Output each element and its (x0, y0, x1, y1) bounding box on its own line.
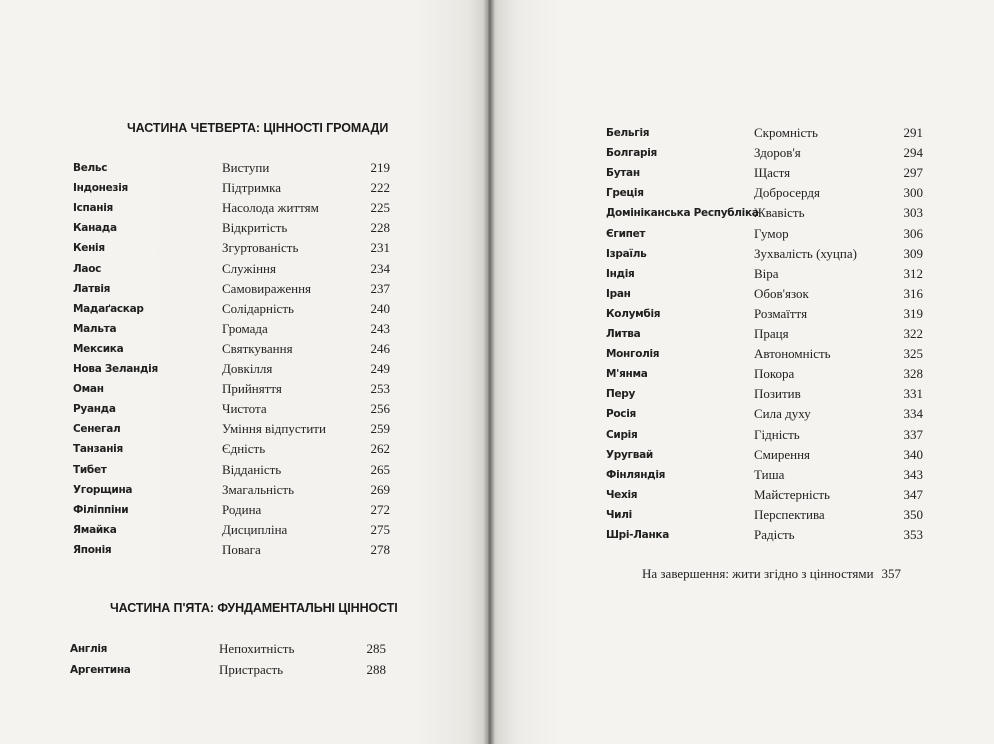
toc-country: Перу (606, 388, 636, 401)
toc-value: Тиша (754, 466, 785, 482)
toc-value: Відданість (222, 461, 282, 477)
book-spine (483, 0, 495, 744)
toc-value: Покора (754, 366, 795, 382)
toc-row (73, 281, 393, 297)
toc-country: Індонезія (73, 182, 128, 195)
toc-country: Лаос (73, 262, 102, 275)
toc-row (73, 522, 393, 538)
toc-page-number: 262 (370, 441, 390, 457)
toc-page-number: 243 (370, 320, 390, 336)
toc-row (606, 306, 926, 322)
toc-page-number: 328 (903, 366, 923, 382)
toc-country: Англія (70, 643, 108, 655)
toc-country: Єгипет (606, 227, 646, 240)
toc-page-number: 225 (370, 200, 390, 216)
toc-row (73, 401, 393, 417)
toc-row (606, 145, 926, 161)
toc-value: Щастя (754, 165, 791, 181)
toc-row (73, 160, 393, 176)
toc-row (606, 467, 926, 483)
toc-row (73, 502, 393, 518)
toc-value: Добросердя (754, 185, 820, 201)
toc-page-number: 265 (370, 461, 390, 477)
toc-country: Ямайка (73, 523, 117, 536)
toc-value: Перспектива (754, 506, 825, 522)
toc-country: Мальта (73, 322, 117, 335)
toc-value: Гідність (754, 426, 800, 442)
toc-row (73, 200, 393, 216)
toc-row (606, 165, 926, 181)
toc-page-number: 337 (903, 426, 923, 442)
toc-value: Сила духу (754, 406, 811, 422)
toc-country: Литва (606, 328, 641, 340)
conclusion-title: На завершення: жити згідно з цінностями (642, 566, 874, 581)
toc-row (606, 286, 926, 302)
toc-value: Солідарність (222, 300, 294, 316)
toc-country: Мексика (73, 342, 124, 355)
toc-page-number: 300 (903, 185, 923, 201)
toc-page-number: 322 (903, 326, 923, 341)
toc-value: Родина (222, 501, 262, 517)
toc-row (73, 220, 393, 236)
toc-value: Чистота (222, 401, 267, 417)
toc-row (606, 246, 926, 262)
toc-value: Зухвалість (хуцпа) (754, 245, 857, 261)
toc-value: Скромність (754, 125, 818, 140)
toc-country: Японія (73, 543, 112, 556)
toc-value: Виступи (222, 160, 270, 175)
toc-country: Тибет (73, 463, 107, 476)
toc-value: Уміння відпустити (222, 421, 326, 437)
toc-value: Віра (754, 265, 779, 281)
toc-country: Оман (73, 383, 104, 396)
toc-page-number: 340 (903, 446, 923, 462)
toc-page-number: 291 (903, 125, 923, 140)
conclusion-page-number: 357 (881, 566, 902, 581)
toc-page-number: 256 (370, 401, 390, 417)
toc-value: Громада (222, 320, 268, 336)
toc-country: Росія (606, 408, 636, 421)
toc-page-number: 278 (370, 541, 390, 557)
toc-country: Чилі (606, 508, 632, 521)
toc-page-number: 285 (366, 641, 386, 656)
toc-page-number: 222 (370, 180, 390, 196)
toc-page-number: 288 (366, 662, 386, 677)
toc-value: Радість (754, 527, 795, 542)
toc-country: Руанда (73, 403, 116, 416)
toc-country: Танзанія (73, 443, 123, 456)
toc-value: Довкілля (222, 361, 273, 376)
toc-value: Пристрасть (219, 662, 284, 677)
toc-row (606, 326, 926, 342)
toc-row (606, 266, 926, 282)
toc-country: Уругвай (606, 448, 653, 461)
toc-value: Прийняття (222, 381, 282, 397)
toc-row (73, 341, 393, 357)
toc-country: Аргентина (70, 664, 131, 676)
toc-page-number: 353 (903, 527, 923, 542)
conclusion-entry (642, 566, 901, 582)
toc-row (606, 386, 926, 402)
toc-page-number: 240 (370, 300, 390, 316)
toc-value: Позитив (754, 386, 801, 402)
toc-country: Канада (73, 222, 117, 235)
toc-page-number: 275 (370, 521, 390, 537)
toc-page-number: 306 (903, 225, 923, 241)
toc-row (70, 662, 390, 678)
toc-row (606, 185, 926, 201)
toc-value: Розмаїття (754, 305, 808, 321)
toc-page-number: 297 (903, 165, 923, 181)
toc-value: Відкритість (222, 220, 288, 236)
toc-row (73, 421, 393, 437)
toc-country: Чехія (606, 488, 638, 501)
toc-page-number: 249 (370, 361, 390, 376)
toc-page-number: 246 (370, 340, 390, 356)
toc-country: Домініканська Республіка (606, 207, 759, 220)
toc-country: Іран (606, 287, 631, 300)
toc-country: Колумбія (606, 307, 661, 320)
toc-value: Підтримка (222, 180, 282, 196)
toc-country: Індія (606, 267, 635, 280)
toc-page-number: 231 (370, 240, 390, 256)
toc-row (73, 301, 393, 317)
toc-page-number: 294 (903, 145, 923, 161)
toc-page-number: 253 (370, 381, 390, 397)
toc-value: Єдність (222, 441, 266, 457)
toc-page-number: 237 (370, 280, 390, 296)
toc-value: Повага (222, 541, 261, 557)
toc-page-number: 234 (370, 260, 390, 276)
toc-page-number: 350 (903, 506, 923, 522)
toc-value: Автономність (754, 346, 831, 362)
toc-row (606, 125, 926, 141)
toc-value: Дисципліна (222, 521, 288, 537)
toc-country: Вельс (73, 162, 108, 174)
toc-row (606, 447, 926, 463)
toc-row (606, 487, 926, 503)
toc-value: Згуртованість (222, 240, 299, 256)
toc-value: Обов'язок (754, 285, 809, 301)
toc-value: Здоров'я (754, 145, 801, 161)
toc-country: Фінляндія (606, 468, 666, 481)
toc-country: Сирія (606, 428, 638, 441)
toc-row (606, 205, 926, 221)
toc-page-number: 228 (370, 220, 390, 236)
toc-page-number: 303 (903, 205, 923, 221)
toc-row (73, 482, 393, 498)
toc-row (73, 381, 393, 397)
toc-page-number: 309 (903, 245, 923, 261)
toc-country: Монголія (606, 348, 660, 361)
toc-value: Праця (754, 326, 789, 341)
toc-row (73, 361, 393, 377)
toc-value: Святкування (222, 340, 293, 356)
toc-row (606, 507, 926, 523)
toc-page-number: 219 (370, 160, 390, 175)
toc-country: Бутан (606, 167, 640, 180)
toc-country: Сенегал (73, 423, 121, 436)
toc-value: Самовираження (222, 280, 312, 296)
toc-value: Гумор (754, 225, 789, 241)
toc-row (73, 462, 393, 478)
toc-row (73, 542, 393, 558)
toc-row (73, 240, 393, 256)
toc-country: Нова Зеландія (73, 363, 158, 375)
toc-country: М'янма (606, 368, 648, 381)
toc-value: Непохитність (219, 641, 295, 656)
toc-page-number: 272 (370, 501, 390, 517)
toc-country: Шрі-Ланка (606, 529, 670, 541)
toc-row (606, 366, 926, 382)
toc-value: Жвавість (754, 205, 805, 221)
toc-country: Кенія (73, 242, 105, 255)
toc-country: Латвія (73, 282, 111, 295)
toc-row (73, 180, 393, 196)
toc-value: Служіння (222, 260, 276, 276)
toc-country: Бельгія (606, 127, 650, 139)
toc-value: Майстерність (754, 486, 830, 502)
toc-country: Іспанія (73, 202, 113, 215)
toc-page-number: 343 (903, 466, 923, 482)
toc-page-number: 325 (903, 346, 923, 362)
toc-page-number: 319 (903, 305, 923, 321)
toc-value: Змагальність (222, 481, 295, 497)
toc-row (606, 226, 926, 242)
toc-country: Болгарія (606, 147, 657, 160)
toc-value: Смирення (754, 446, 811, 462)
toc-row (70, 641, 390, 657)
toc-page-number: 316 (903, 285, 923, 301)
toc-page-number: 334 (903, 406, 923, 422)
toc-page-number: 259 (370, 421, 390, 437)
toc-row (73, 441, 393, 457)
toc-row (73, 261, 393, 277)
toc-row (606, 406, 926, 422)
toc-row (606, 427, 926, 443)
toc-row (606, 346, 926, 362)
toc-page-number: 331 (903, 386, 923, 402)
part4-title: ЧАСТИНА ЧЕТВЕРТА: ЦІННОСТІ ГРОМАДИ (127, 121, 389, 135)
toc-country: Мадаґаскар (73, 302, 144, 315)
part5-title: ЧАСТИНА П'ЯТА: ФУНДАМЕНТАЛЬНІ ЦІННОСТІ (110, 601, 398, 615)
toc-country: Угорщина (73, 483, 133, 496)
toc-row (606, 527, 926, 543)
toc-row (73, 321, 393, 337)
toc-country: Ізраїль (606, 247, 647, 260)
toc-country: Філіппіни (73, 503, 129, 516)
toc-page-number: 347 (903, 486, 923, 502)
toc-value: Насолода життям (222, 200, 319, 216)
toc-country: Греція (606, 187, 644, 200)
toc-page-number: 312 (903, 265, 923, 281)
toc-page-number: 269 (370, 481, 390, 497)
